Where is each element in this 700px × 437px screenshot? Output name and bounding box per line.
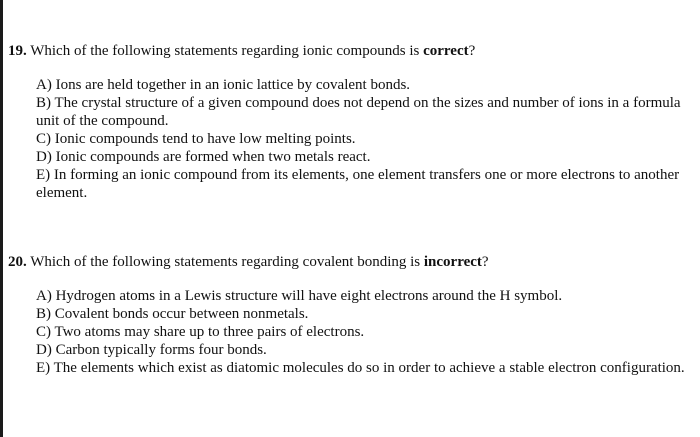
question-20-stem-end: ?: [481, 254, 489, 270]
question-19: [8, 41, 692, 202]
question-20-option-e: E) The elements which exist as diatomic molecules do so in order to achieve a stable electron configuration.: [36, 360, 685, 376]
question-20: [8, 252, 692, 377]
question-19-option-e: E) In forming an ionic compound from its elements, one element transfers one or more electrons to another element.: [36, 167, 680, 201]
question-19-stem: [8, 41, 692, 61]
question-20-option-d: D) Carbon typically forms four bonds.: [36, 342, 267, 358]
question-19-option-d: D) Ionic compounds are formed when two metals react.: [36, 149, 371, 165]
question-19-stem-end: ?: [468, 43, 476, 59]
question-20-number: 20.: [8, 254, 27, 270]
question-19-stem-text: Which of the following statements regarding ionic compounds is: [30, 43, 420, 59]
question-20-stem: [8, 252, 692, 272]
question-19-options: [36, 76, 692, 202]
question-19-option-b: B) The crystal structure of a given compound does not depend on the sizes and number of ions in a formula unit of the compound.: [36, 95, 681, 129]
page-left-border: [0, 0, 3, 437]
question-19-option-c: C) Ionic compounds tend to have low melting points.: [36, 131, 356, 147]
question-19-stem-emphasis: correct: [423, 43, 469, 59]
question-20-options: [36, 287, 692, 377]
question-20-stem-emphasis: incorrect: [423, 254, 482, 270]
question-20-stem-text: Which of the following statements regarding covalent bonding is: [30, 254, 421, 270]
question-20-option-c: C) Two atoms may share up to three pairs of electrons.: [36, 324, 365, 340]
question-19-number: 19.: [8, 43, 27, 59]
question-19-option-a: A) Ions are held together in an ionic lattice by covalent bonds.: [36, 77, 411, 93]
question-20-option-a: A) Hydrogen atoms in a Lewis structure will have eight electrons around the H symbol.: [36, 288, 563, 304]
question-20-option-b: B) Covalent bonds occur between nonmetals.: [36, 306, 309, 322]
